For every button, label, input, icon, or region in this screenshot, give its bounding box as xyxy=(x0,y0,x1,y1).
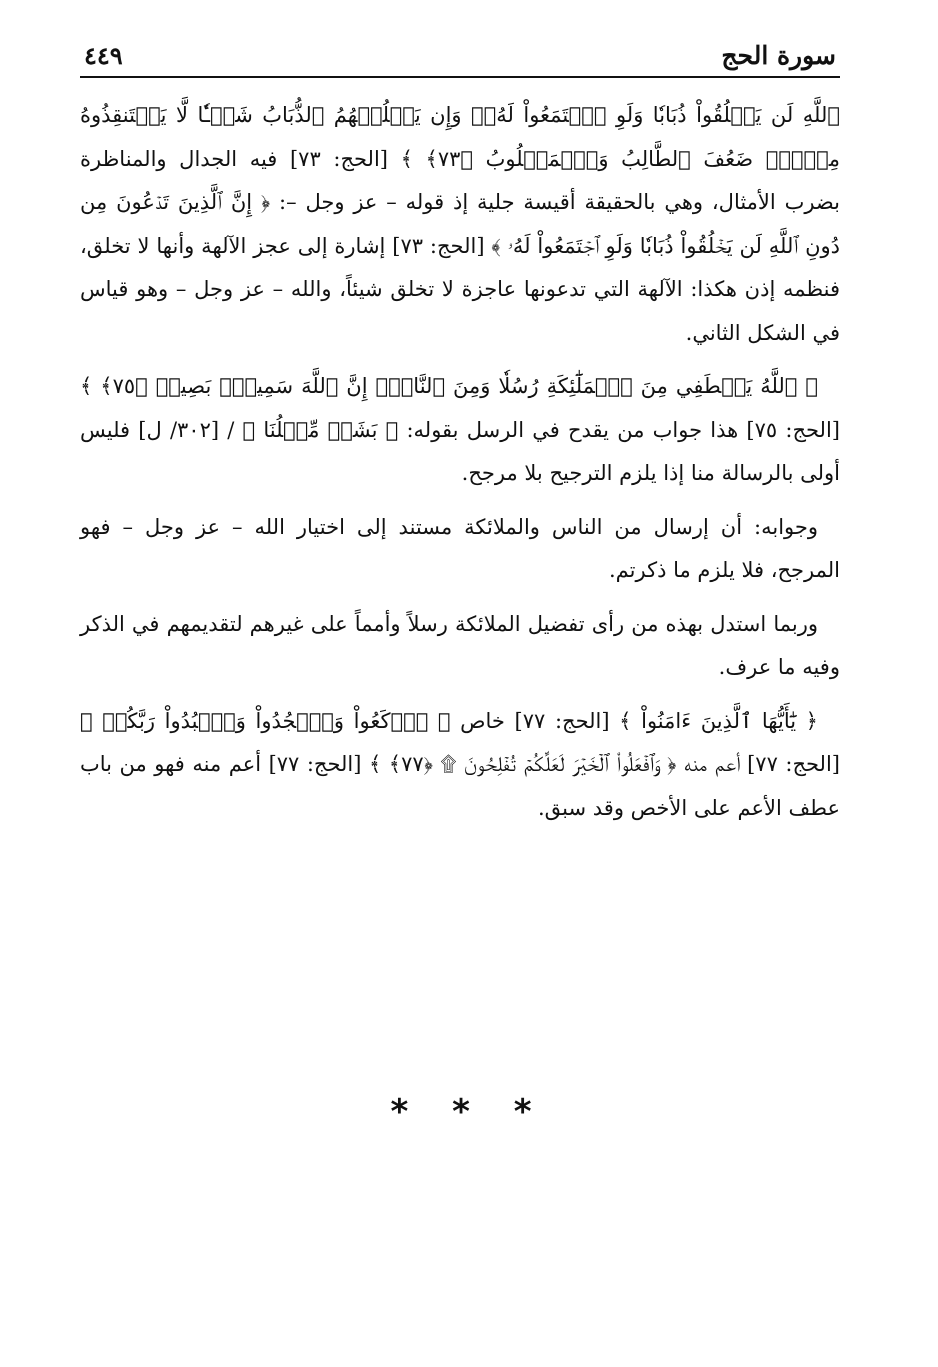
page-header xyxy=(80,30,840,78)
section-divider: * * * xyxy=(390,1092,548,1132)
paragraph-5: ﴿ يَٰٓأَيُّهَا ٱلَّذِينَ ءَامَنُواْ ﴾ [الحج: ٧٧] خاص ﴿ ٱرۡكَعُواْ وَٱسۡجُدُواْ وَٱعۡبُدُواْ رَبَّكُمۡ ﴾ [الحج: ٧٧] أعم منه ﴿ وَٱفۡعَلُواْ ٱلۡخَيۡرَ لَعَلَّكُمۡ تُفۡلِحُونَ ۩ ﴿٧٧﴾ ﴾ [الحج: ٧٧] أعم منه فهو من باب عطف الأعم على الأخص وقد سبق. xyxy=(80,708,840,820)
paragraph-2: ﴿ ٱللَّهُ يَصۡطَفِي مِنَ ٱلۡمَلَٰٓئِكَةِ رُسُلٗا وَمِنَ ٱلنَّاسِۚ إِنَّ ٱللَّهَ سَمِيعُۢ بَصِيرٞ ﴿٧٥﴾ ﴾ [الحج: ٧٥] هذا جواب من يقدح في الرسل بقوله: ﴿ بَشَرٞ مِّثۡلُنَا ﴾ / [٣٠٢/ ل] فليس أولى بالرسالة منا إذا يلزم الترجيح بلا مرجح. xyxy=(80,374,840,485)
page-body xyxy=(80,94,840,830)
page-number: ٤٤٩ xyxy=(84,41,123,70)
paragraph-1: ٱللَّهِ لَن يَخۡلُقُواْ ذُبَابٗا وَلَوِ ٱجۡتَمَعُواْ لَهُۥۖ وَإِن يَسۡلُبۡهُمُ ٱلذُّبَابُ شَيۡـٔٗا لَّا يَسۡتَنقِذُوهُ مِنۡهُۚ ضَعُفَ ٱلطَّالِبُ وَٱلۡمَطۡلُوبُ ﴿٧٣﴾ ﴾ [الحج: ٧٣] فيه الجدال والمناظرة بضرب الأمثال، وهي بالحقيقة أقيسة جلية إذ قوله – عز وجل –: ﴿ إِنَّ ٱلَّذِينَ تَدۡعُونَ مِن دُونِ ٱللَّهِ لَن يَخۡلُقُواْ ذُبَابٗا وَلَوِ ٱجۡتَمَعُواْ لَهُۥ ﴾ [الحج: ٧٣] إشارة إلى عجز الآلهة وأنها لا تخلق، فنظمه إذن هكذا: الآلهة التي تدعونها عاجزة لا تخلق شيئاً، والله – عز وجل – وهو قياس في الشكل الثاني. xyxy=(80,103,840,345)
paragraph-3: وجوابه: أن إرسال من الناس والملائكة مستند إلى اختيار الله – عز وجل – فهو المرجح، فلا يلزم ما ذكرتم. xyxy=(80,514,840,582)
surah-title: سورة الحج xyxy=(721,41,836,70)
page xyxy=(80,30,840,840)
paragraph-4: وربما استدل بهذه من رأى تفضيل الملائكة رسلاً وأمماً على غيرهم لتقديمهم في الذكر وفيه ما عرف. xyxy=(80,611,840,679)
